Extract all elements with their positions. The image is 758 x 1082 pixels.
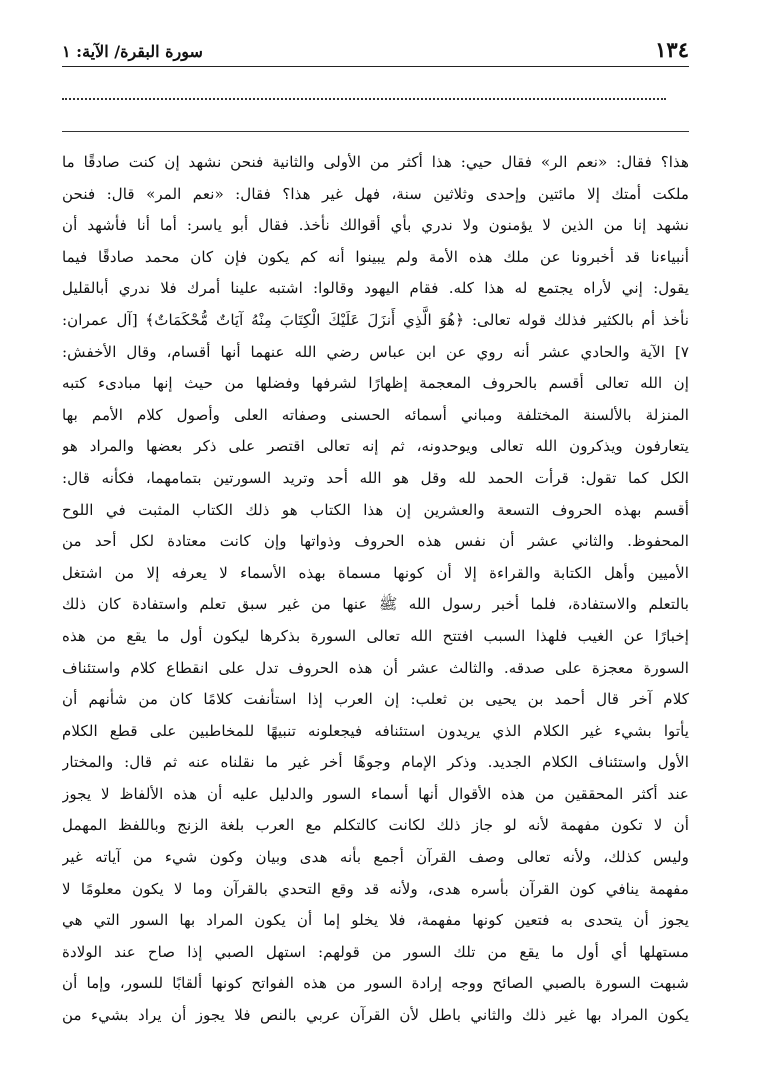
text-line: الكل كما تقول: قرأت الحمد لله وقل هو الله أحد وتريد السورتين بتمامهما، فكأنه قال: (62, 468, 689, 487)
text-line: بالتعلم والاستفادة، فلما أخبر رسول الله ﷺ عنها من غير سبق تعلم واستفادة كان ذلك (62, 595, 689, 614)
text-line: نأخذ أم بالكثير فذلك قوله تعالى: ﴿هُوَ الَّذِي أَنزَلَ عَلَيْكَ الْكِتَابَ مِنْهُ آيَاتٌ مُّحْكَمَاتٌ﴾ [آل عمران: (62, 310, 689, 329)
text-line: يكون المراد بها غير ذلك والثاني باطل لأن القرآن عربي بالنص فلا يجوز أن يراد بشيء من (62, 1006, 689, 1025)
text-line: الأميين وأهل الكتابة والقراءة إلا أن كونها مسماة بهذه الأسماء لا يعرفه إلا من اشتغل (62, 563, 689, 582)
text-line: المنزلة بالألسنة المختلفة ومباني أسمائه الحسنى وصفاته العلى وأصول كلام الأمم بها (62, 405, 689, 424)
text-line: الأول واستئناف الكلام الجديد. وذكر الإمام وجوهًا أخر غير ما نقلناه عنه ثم قال: والمختار (62, 753, 689, 772)
running-title: سورة البقرة/ الآية: ١ (62, 42, 203, 61)
text-line: أن لا تكون مفهمة لأنه لو جاز ذلك لكانت كالتكلم مع العرب بلغة الزنج وباللفظ المهمل (62, 816, 689, 835)
text-line: يقول: إني لأراه يجتمع له هذا كله. فقام اليهود وقالوا: اشتبه علينا أمرك فلا ندري أبالقليل (62, 279, 689, 298)
page-number: ١٣٤ (655, 37, 689, 62)
text-line: إخبارًا عن الغيب فلهذا السبب افتتح الله تعالى السورة بذكرها ليكون أول ما يقع من هذه (62, 626, 689, 645)
text-line: إن الله تعالى أقسم بالحروف المعجمة إظهارًا لشرفها وفضلها من حيث إنها مبادىء كتبه (62, 374, 689, 393)
text-line: ملكت أمتك إلا مائتين وإحدى وثلاثين سنة، فهل غير هذا؟ فقال: «نعم المر» قال: فنحن (62, 184, 689, 203)
text-line: أنبياءنا قد أخبرونا عن ملك هذه الأمة ولم يبينوا أنه كم يكون فإن كان محمد صادقًا فيما (62, 247, 689, 266)
text-line: شبهت السورة بالصبي الصائح ووجه إرادة السور من هذه الفواتح كونها ألقابًا للسور، وإما أن (62, 974, 689, 993)
text-line: عند أكثر المحققين من هذه الأقوال أنها أسماء السور والدليل عليه أن هذه الألفاظ لا يجوز (62, 784, 689, 803)
text-line: نشهد إنا من الذين لا يؤمنون ولا ندري بأي أقوالك نأخذ. فقال أبو ياسر: أما أنا فأشهد أن (62, 216, 689, 235)
page-header (62, 34, 689, 67)
horizontal-rule (62, 131, 689, 132)
text-line: كلام آخر قال أحمد بن يحيى بن ثعلب: إن العرب إذا استأنفت كلامًا كان من شأنهم أن (62, 690, 689, 709)
text-line: يتعارفون ويذكرون الله تعالى ويوحدونه، ثم إنه تعالى اقتصر على ذكر بعضها والمراد هو (62, 437, 689, 456)
text-line: هذا؟ فقال: «نعم الر» فقال حيي: هذا أكثر من الأولى والثانية فنحن نشهد إن كنت صادقًا ما (62, 153, 689, 171)
text-line: مستهلها أي أول ما يقع من تلك السور من قولهم: استهل الصبي إذا صاح عند الولادة (62, 942, 689, 961)
dotted-separator (62, 98, 666, 100)
text-line: أقسم بهذه الحروف التسعة والعشرين إن هذا الكتاب هو ذلك الكتاب المثبت في اللوح (62, 500, 689, 519)
text-line: ٧] الآية والحادي عشر أنه روي عن ابن عباس رضي الله عنهما أنها أقسام، وقال الأخفش: (62, 342, 689, 361)
text-line: المحفوظ. والثاني عشر أن نفس هذه الحروف وذواتها وإن كانت معتادة لكل أحد من (62, 532, 689, 551)
text-line: السورة معجزة على صدقه. والثالث عشر أن هذه الحروف تدل على انقطاع كلام واستئناف (62, 658, 689, 677)
text-line: مفهمة ينافي كون القرآن بأسره هدى، ولأنه قد وقع التحدي بالقرآن وما لا يكون معلومًا لا (62, 879, 689, 898)
text-line: يأتوا بشيء غير الكلام الذي يريدون استئنافه فيجعلونه تنبيهًا للمخاطبين على قطع الكلام (62, 721, 689, 740)
body-text (62, 147, 689, 1032)
text-line: يجوز أن يتحدى به فتعين كونها مفهمة، فلا يخلو إما أن يكون المراد بها السور التي هي (62, 911, 689, 930)
text-line: وليس كذلك، ولأنه تعالى وصف القرآن أجمع بأنه هدى وبيان وكون شيء من آياته غير (62, 848, 689, 867)
